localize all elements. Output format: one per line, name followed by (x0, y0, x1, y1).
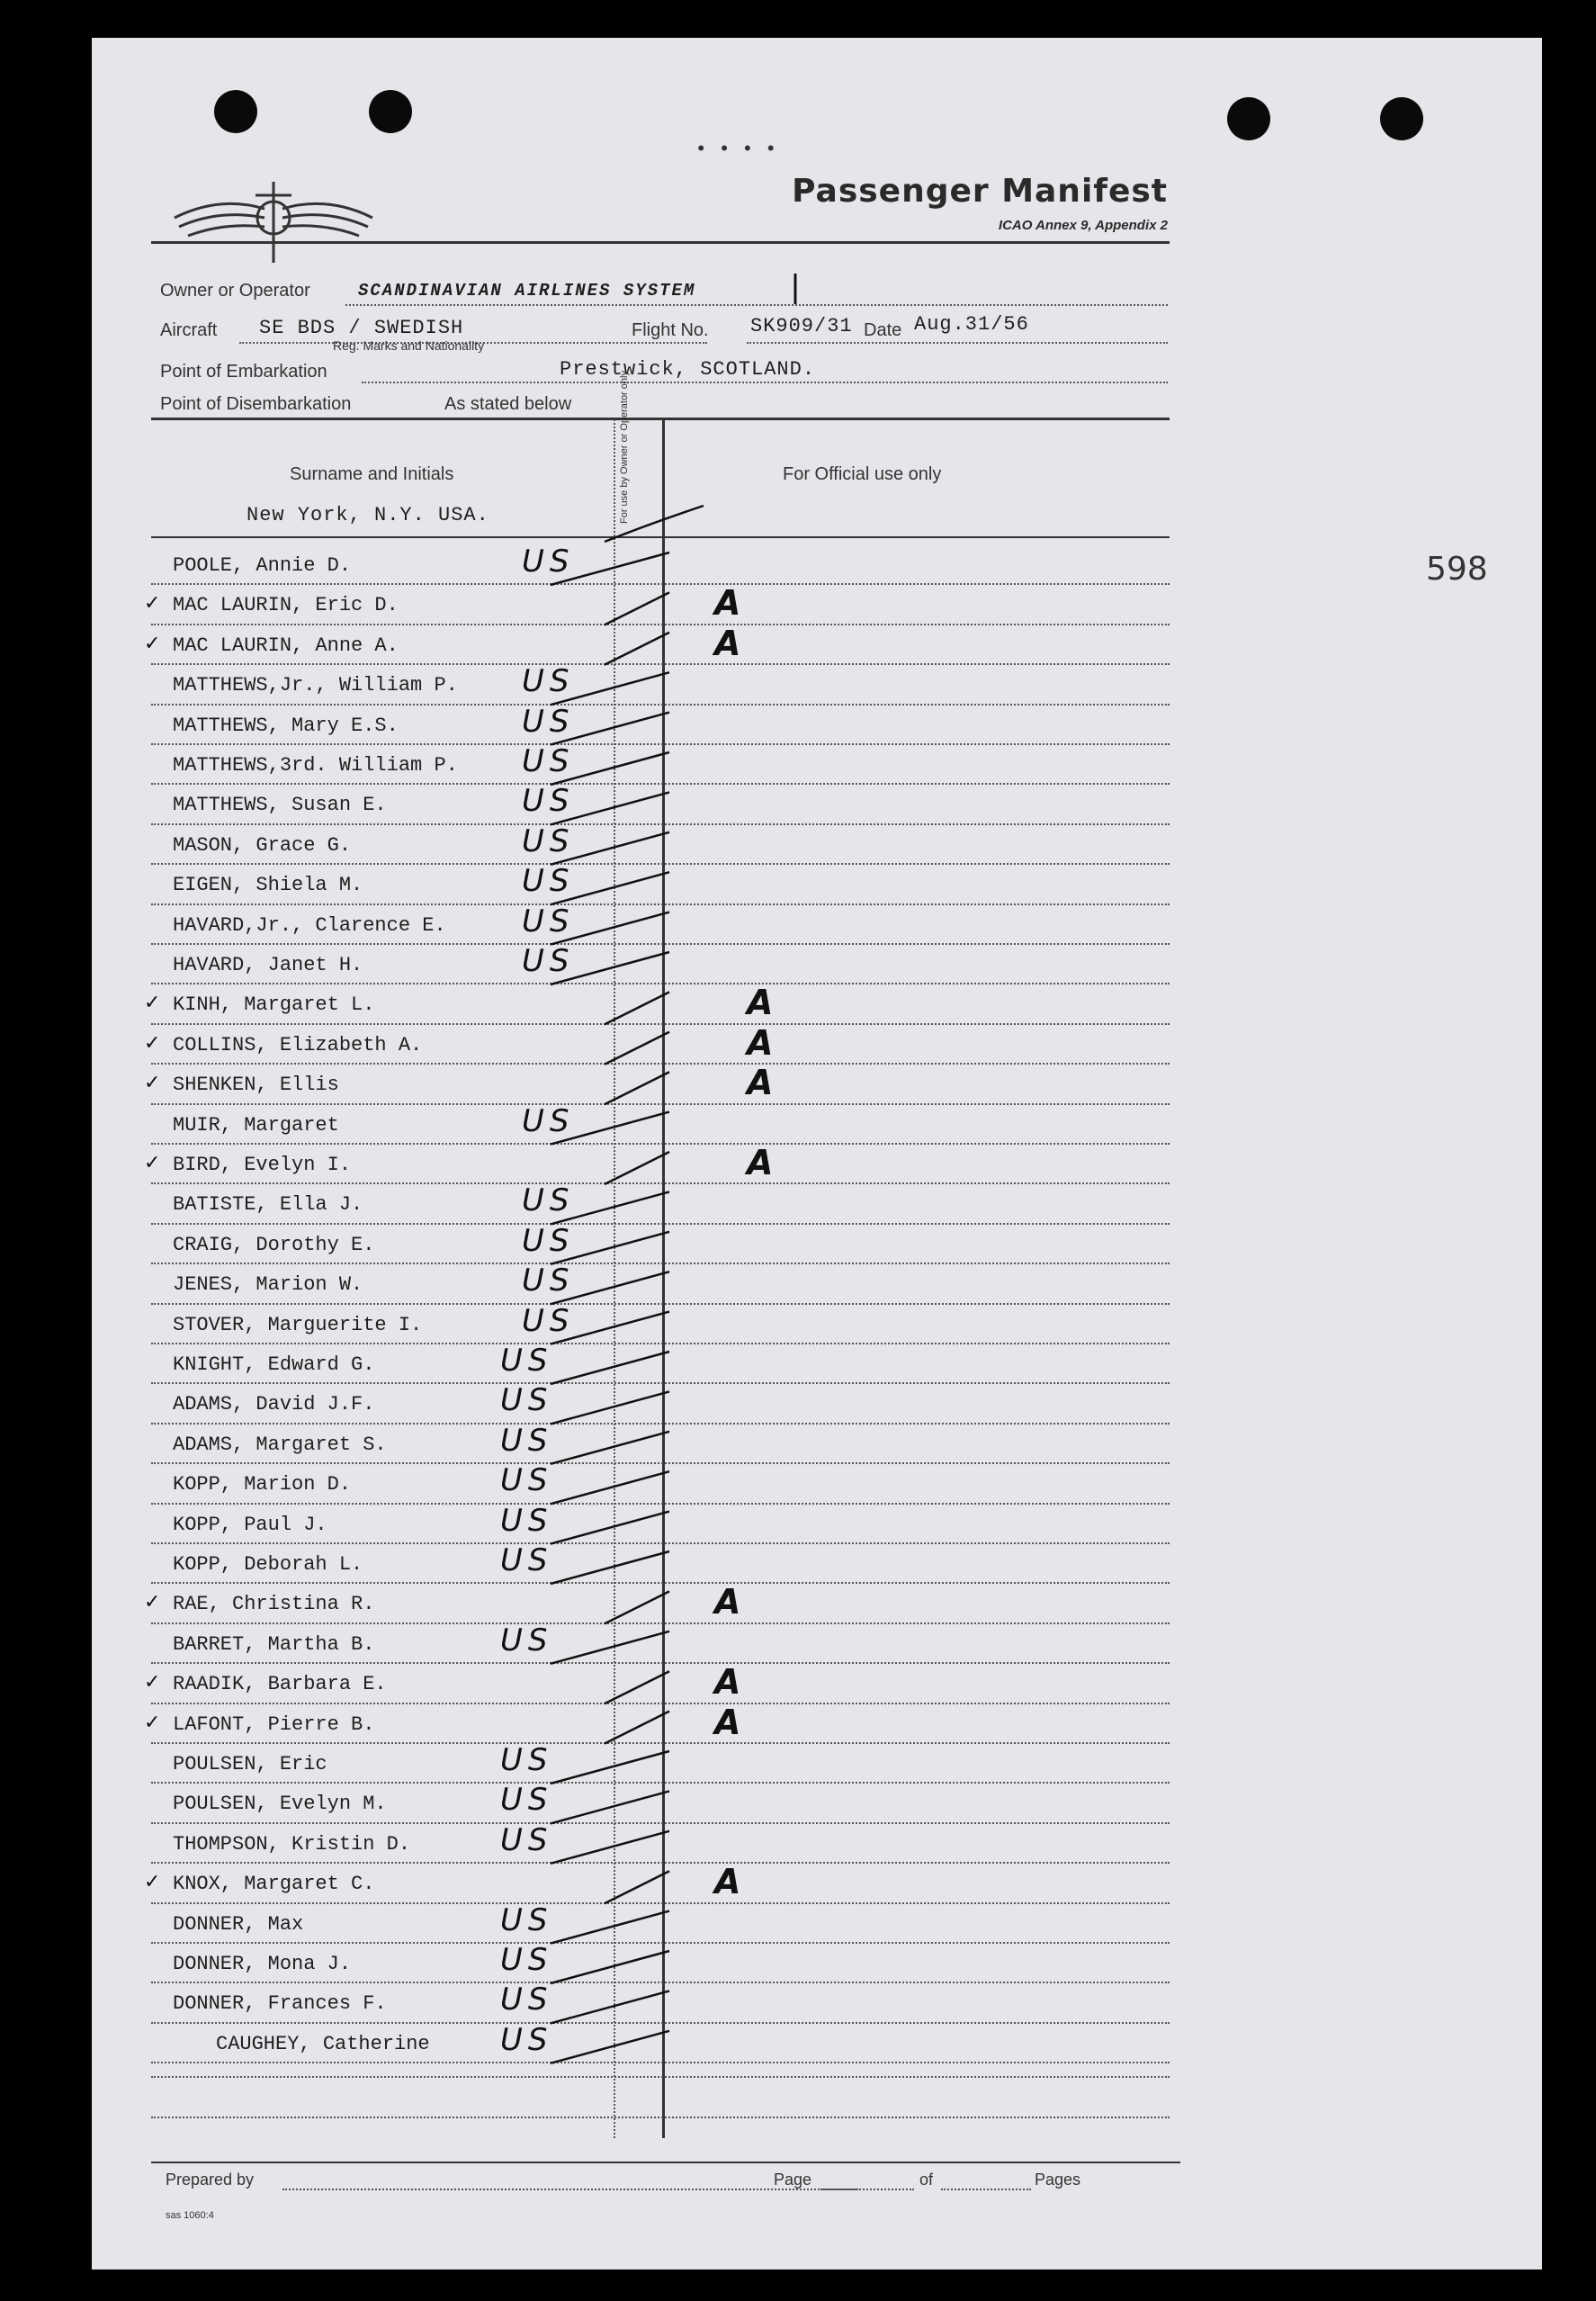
check-mark: ✓ (144, 1591, 161, 1614)
handwritten-slash (551, 752, 669, 785)
nationality-note: US (522, 663, 575, 700)
passenger-name: KOPP, Paul J. (173, 1513, 327, 1536)
passenger-name: MAC LAURIN, Eric D. (173, 594, 399, 617)
passenger-name: HAVARD, Janet H. (173, 954, 363, 976)
nationality-note: US (500, 1901, 553, 1938)
flight-label: Flight No. (632, 320, 709, 340)
handwritten-slash (605, 592, 669, 625)
nationality-note: US (500, 1942, 553, 1978)
handwritten-slash (605, 633, 669, 665)
nationality-note: US (500, 1462, 553, 1499)
prepared-by-label: Prepared by (166, 2171, 255, 2189)
handwritten-slash (551, 1391, 669, 1424)
handwritten-slash (551, 1312, 669, 1344)
nationality-note: US (522, 544, 575, 580)
nationality-note: US (500, 1742, 553, 1778)
nationality-note: US (522, 703, 575, 740)
official-mark: A (747, 1063, 774, 1103)
handwritten-slash (551, 792, 669, 824)
passenger-name: COLLINS, Elizabeth A. (173, 1033, 423, 1056)
passenger-name: MASON, Grace G. (173, 833, 352, 857)
handwritten-slash (551, 553, 669, 585)
handwritten-slash (605, 1871, 669, 1903)
passenger-name: BIRD, Evelyn I. (173, 1154, 352, 1176)
handwritten-slash (551, 1551, 669, 1584)
flight-value: SK909/31 (750, 315, 853, 337)
nationality-note: US (500, 1982, 553, 2018)
nationality-note: US (500, 2021, 553, 2058)
manifest-page (92, 38, 1542, 2270)
handwritten-slash (605, 1671, 669, 1703)
nationality-note: US (500, 1622, 553, 1658)
passenger-name: POULSEN, Eric (173, 1753, 327, 1775)
embarkation-value: Prestwick, SCOTLAND. (560, 358, 816, 381)
top-marks: • • • • (697, 137, 780, 159)
passenger-name: KOPP, Marion D. (173, 1473, 352, 1497)
disembarkation-label: Point of Disembarkation (160, 394, 352, 414)
passenger-name: KNIGHT, Edward G. (173, 1353, 375, 1376)
passenger-name: RAE, Christina R. (173, 1593, 375, 1616)
nationality-note: US (500, 1343, 553, 1379)
document-title: Passenger Manifest (792, 173, 1168, 210)
check-mark: ✓ (144, 992, 161, 1015)
handwritten-slash (551, 1471, 669, 1504)
official-mark: A (714, 623, 741, 663)
passenger-name: EIGEN, Shiela M. (173, 874, 363, 897)
nationality-note: US (522, 903, 575, 939)
pages-label: Pages (1035, 2171, 1081, 2189)
handwritten-slash (605, 1591, 669, 1623)
page-label: Page (774, 2171, 812, 2189)
passenger-name: STOVER, Marguerite I. (173, 1313, 423, 1336)
passenger-name: ADAMS, David J.F. (173, 1393, 375, 1416)
handwritten-slash (551, 1352, 669, 1384)
nationality-note: US (522, 1182, 575, 1219)
surname-column-header: Surname and Initials (290, 464, 454, 484)
check-mark: ✓ (144, 632, 161, 655)
passenger-name: MAC LAURIN, Anne A. (173, 634, 399, 657)
reg-marks-note: Reg. Marks and Nationality (333, 338, 485, 353)
passenger-name: POULSEN, Evelyn M. (173, 1793, 387, 1816)
handwritten-slash (551, 1911, 669, 1944)
passenger-name: DONNER, Max (173, 1912, 304, 1936)
handwritten-slash (551, 713, 669, 745)
handwritten-slash (551, 1512, 669, 1544)
official-mark: A (714, 1582, 741, 1622)
handwritten-slash (551, 952, 669, 984)
nationality-note: US (500, 1782, 553, 1819)
footer-rule (151, 2162, 1180, 2163)
handwritten-slash (551, 1991, 669, 2023)
nationality-note: US (522, 1102, 575, 1139)
nationality-note: US (522, 743, 575, 779)
handwritten-slash (605, 1072, 669, 1104)
passenger-name: MATTHEWS,Jr., William P. (173, 674, 458, 697)
official-mark: A (747, 1143, 774, 1182)
handwritten-slash (551, 1232, 669, 1264)
passenger-name: BARRET, Martha B. (173, 1632, 375, 1656)
check-mark: ✓ (144, 592, 161, 616)
passenger-name: DONNER, Mona J. (173, 1953, 352, 1975)
check-mark: ✓ (144, 1711, 161, 1734)
passenger-name: CRAIG, Dorothy E. (173, 1233, 375, 1256)
passenger-name: HAVARD,Jr., Clarence E. (173, 913, 446, 937)
handwritten-slash (551, 1951, 669, 1983)
handwritten-slash (551, 2031, 669, 2063)
owner-label: Owner or Operator (160, 281, 310, 301)
nationality-note: US (500, 1821, 553, 1858)
official-column-header: For Official use only (783, 464, 942, 484)
passenger-name: KOPP, Deborah L. (173, 1553, 363, 1576)
handwritten-slash (605, 506, 704, 542)
handwritten-slash (551, 672, 669, 705)
aircraft-label: Aircraft (160, 320, 218, 340)
passenger-name: MATTHEWS, Mary E.S. (173, 714, 399, 737)
passenger-name: POOLE, Annie D. (173, 554, 352, 577)
passenger-name: JENES, Marion W. (173, 1273, 363, 1297)
handwritten-slash (551, 1831, 669, 1864)
handwritten-slash (551, 1631, 669, 1664)
nationality-note: US (522, 1263, 575, 1299)
prepared-by-line (282, 2189, 858, 2190)
passenger-name: LAFONT, Pierre B. (173, 1712, 375, 1736)
destination-header: New York, N.Y. USA. (247, 504, 489, 526)
nationality-note: US (522, 943, 575, 979)
embarkation-label: Point of Embarkation (160, 362, 327, 382)
nationality-note: US (522, 783, 575, 820)
handwritten-slash (605, 1032, 669, 1065)
handwritten-slash (605, 992, 669, 1024)
form-number: sas 1060:4 (166, 2210, 214, 2221)
passenger-name: KINH, Margaret L. (173, 993, 375, 1017)
nationality-note: US (522, 822, 575, 859)
handwritten-slash (551, 1751, 669, 1784)
nationality-note: US (522, 863, 575, 900)
passenger-name: RAADIK, Barbara E. (173, 1673, 387, 1696)
date-value: Aug.31/56 (914, 313, 1029, 336)
passenger-name: KNOX, Margaret C. (173, 1873, 375, 1896)
handwritten-slash (551, 832, 669, 865)
handwritten-slash (551, 1112, 669, 1145)
handwritten-slash (551, 1272, 669, 1304)
of-label: of (919, 2171, 934, 2189)
passenger-name: DONNER, Frances F. (173, 1992, 387, 2016)
nationality-note: US (500, 1382, 553, 1419)
handwritten-slash (605, 1152, 669, 1184)
official-mark: A (714, 583, 741, 624)
official-mark: A (714, 1862, 741, 1902)
passenger-name: MATTHEWS,3rd. William P. (173, 754, 458, 777)
handwritten-slash (551, 1432, 669, 1464)
check-mark: ✓ (144, 1152, 161, 1174)
official-mark: A (714, 1662, 741, 1703)
handwritten-slash (551, 1191, 669, 1224)
official-mark: A (747, 1022, 774, 1063)
nationality-note: US (522, 1222, 575, 1259)
stamped-page-number: 598 (1426, 551, 1488, 588)
handwritten-slash (551, 872, 669, 904)
check-mark: ✓ (144, 1031, 161, 1055)
aircraft-value: SE BDS / SWEDISH (259, 317, 464, 339)
official-mark: A (747, 983, 774, 1023)
passenger-name: ADAMS, Margaret S. (173, 1433, 387, 1456)
check-mark: ✓ (144, 1671, 161, 1694)
passenger-name: MUIR, Margaret (173, 1113, 339, 1137)
owner-value: SCANDINAVIAN AIRLINES SYSTEM (358, 281, 696, 301)
operator-column-header: For use by Owner or Operator only (619, 371, 630, 524)
passenger-name: SHENKEN, Ellis (173, 1074, 339, 1097)
of-line (941, 2189, 1031, 2190)
official-mark: A (714, 1702, 741, 1742)
date-label: Date (864, 320, 902, 340)
handwritten-slash (551, 912, 669, 945)
check-mark: ✓ (144, 1871, 161, 1894)
passenger-name: BATISTE, Ella J. (173, 1193, 363, 1217)
handwritten-slash (605, 1712, 669, 1744)
check-mark: ✓ (144, 1072, 161, 1095)
disembarkation-value: As stated below (444, 394, 572, 414)
handwritten-strokes (92, 38, 1542, 2270)
nationality-note: US (500, 1542, 553, 1578)
nationality-note: US (500, 1502, 553, 1539)
passenger-name: THOMPSON, Kristin D. (173, 1832, 411, 1856)
nationality-note: US (500, 1422, 553, 1459)
page-line (820, 2189, 914, 2190)
passenger-name: MATTHEWS, Susan E. (173, 794, 387, 817)
document-subtitle: ICAO Annex 9, Appendix 2 (998, 218, 1168, 233)
handwritten-slash (551, 1791, 669, 1823)
passenger-name: CAUGHEY, Catherine (216, 2032, 430, 2055)
nationality-note: US (522, 1302, 575, 1339)
